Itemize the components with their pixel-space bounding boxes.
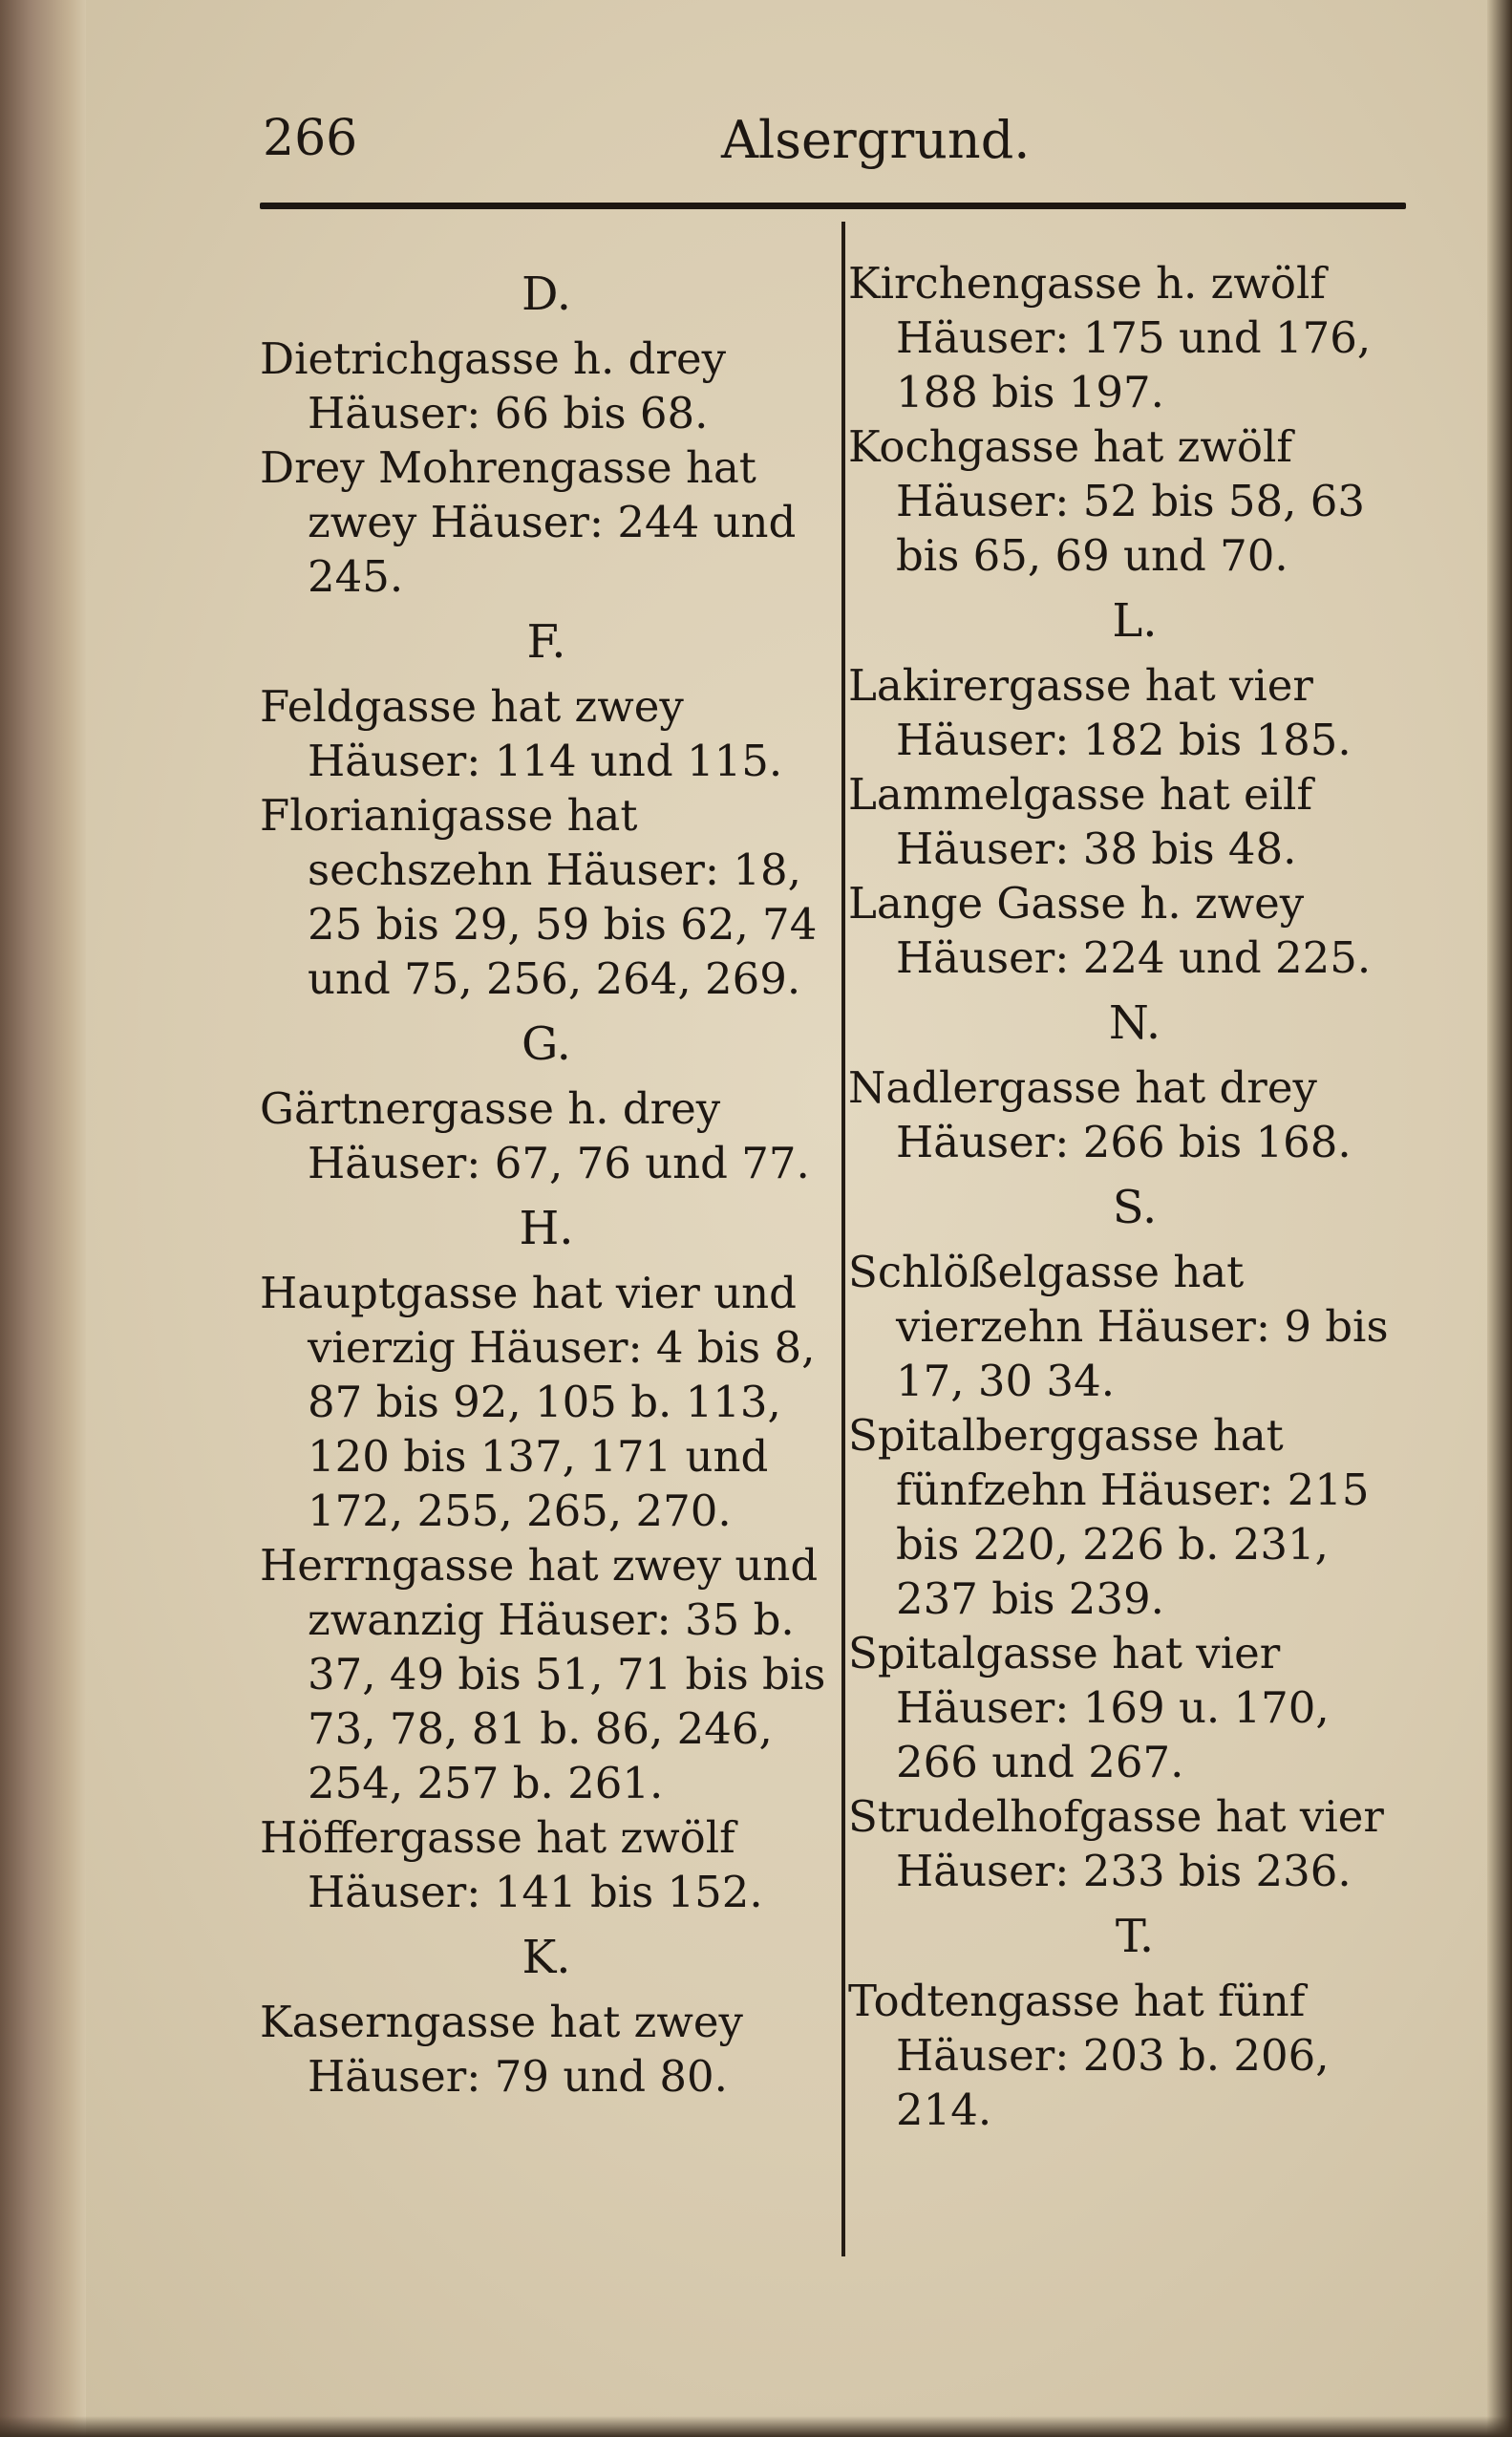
page-header <box>263 110 1404 186</box>
street-entry: Nadlergasse hat drey Häuser: 266 bis 168. <box>848 1062 1352 1167</box>
section-letter: L. <box>1112 594 1158 648</box>
right-column <box>848 256 1421 2137</box>
street-entry: Gärtnergasse h. drey Häuser: 67, 76 und 77. <box>260 1083 810 1188</box>
page-bottom-edge <box>0 2416 1512 2437</box>
header-rule <box>260 203 1406 209</box>
street-entry: Kochgasse hat zwölf Häuser: 52 bis 58, 63 bis 65, 69 und 70. <box>848 421 1366 581</box>
street-entry: Hauptgasse hat vier und vierzig Häuser: 4 bis 8, 87 bis 92, 105 b. 113, 120 bis 137, 171 und 172, 255, 265, 270. <box>260 1268 816 1536</box>
running-head: Alsergrund. <box>721 110 1031 170</box>
street-entry: Drey Mohrengasse hat zwey Häuser: 244 und 245. <box>260 442 797 602</box>
street-entry: Kaserngasse hat zwey Häuser: 79 und 80. <box>260 1997 743 2102</box>
section-letter: H. <box>519 1202 574 1255</box>
street-entry: Herrngasse hat zwey und zwanzig Häuser: 35 b. 37, 49 bis 51, 71 bis bis 73, 78, 81 b. 86, 246, 254, 257 b. 261. <box>260 1540 826 1808</box>
page-number: 266 <box>263 110 358 167</box>
street-entry: Lammelgasse hat eilf Häuser: 38 bis 48. <box>848 769 1313 874</box>
street-entry: Florianigasse hat sechszehn Häuser: 18, 25 bis 29, 59 bis 62, 74 und 75, 256, 264, 269. <box>260 790 818 1004</box>
street-entry: Schlößelgasse hat vierzehn Häuser: 9 bis 17, 30 34. <box>848 1247 1389 1406</box>
street-entry: Strudelhofgasse hat vier Häuser: 233 bis 236. <box>848 1791 1384 1896</box>
street-entry: Spitalberggasse hat fünfzehn Häuser: 215 bis 220, 226 b. 231, 237 bis 239. <box>848 1410 1370 1624</box>
column-divider <box>841 222 845 2256</box>
street-entry: Lakirergasse hat vier Häuser: 182 bis 185. <box>848 660 1352 765</box>
section-letter: F. <box>526 615 566 669</box>
street-entry: Dietrichgasse h. drey Häuser: 66 bis 68. <box>260 333 726 438</box>
street-entry: Höffergasse hat zwölf Häuser: 141 bis 152. <box>260 1812 763 1917</box>
street-entry: Lange Gasse h. zwey Häuser: 224 und 225. <box>848 878 1372 983</box>
section-letter: G. <box>522 1017 571 1071</box>
street-entry: Kirchengasse h. zwölf Häuser: 175 und 176, 188 bis 197. <box>848 258 1372 417</box>
section-letter: T. <box>1115 1910 1155 1963</box>
section-letter: D. <box>521 267 572 321</box>
street-entry: Feldgasse hat zwey Häuser: 114 und 115. <box>260 681 783 786</box>
section-letter: S. <box>1112 1181 1158 1234</box>
section-letter: K. <box>522 1931 571 1984</box>
page-gutter <box>0 0 86 2437</box>
left-column <box>260 256 833 2104</box>
street-entry: Spitalgasse hat vier Häuser: 169 u. 170, 266 und 267. <box>848 1628 1330 1787</box>
section-letter: N. <box>1108 996 1161 1050</box>
street-entry: Todtengasse hat fünf Häuser: 203 b. 206, 214. <box>848 1976 1330 2135</box>
page-right-edge <box>1487 0 1512 2437</box>
